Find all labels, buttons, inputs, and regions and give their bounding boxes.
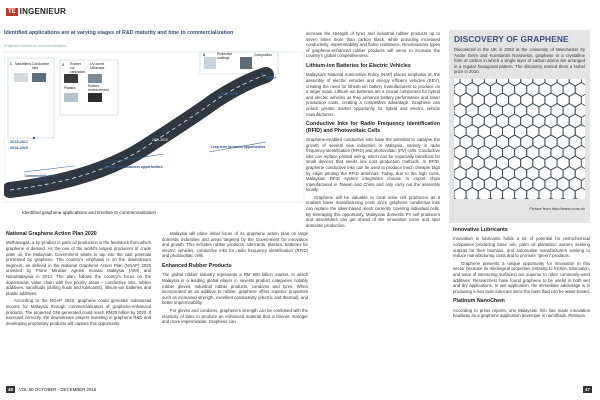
stage-number-1: 1 — [10, 62, 12, 66]
year-label-2015-2017: 2015-2017 — [10, 140, 29, 144]
paragraph: Methanegas, a by-product in palm oil production is the feedstock from which graphene is derived. As the one of the world's largest producers of crude palm oil, the Malaysian Government wants to tap into the vast potential presented by graphene. The country's emphasis is on the downstream segment, as defined in the National Graphene Action Plan (NGAP) 2020 unveiled by Prime Minister Agensi Inovasi Malaysia (AIM) and NanoMalaysia in 2014. The plan, follows the country's focus on the downstream value chain with five priority areas – conductive inks, rubber additives, nanofluids (drilling fluids and lubricants), lithium-ion batteries and plastic additives. — [6, 240, 151, 296]
year-label-2018-2020: 2018-2020 — [10, 146, 29, 150]
heading-platinum-nanochem: Platinum NanoChem — [453, 298, 505, 305]
paragraph: increase the strength of tyres and industrial rubber products up to seven times more than carbon black, while providing increased conductivity, impermeability and flame resistance. Revolutionary types of graphene-enhanced rubber products will serve to increase the country's global competitiveness. — [306, 31, 440, 59]
footer-left — [6, 385, 96, 394]
article-column-3 — [306, 31, 440, 230]
year-label-2030-plus: 2030+ — [266, 76, 277, 80]
year-label-2025-2030: 2025-2030 — [220, 92, 239, 96]
stage-label-plastics: Plastics — [64, 86, 76, 90]
phase-label-long-term: Long term business opportunities — [210, 145, 266, 149]
nanofillers-image — [14, 73, 28, 82]
picture-credit: Picture from http://www.ccaz.uk — [529, 205, 585, 211]
page-number-left: 48 — [8, 387, 13, 392]
rubber-image — [64, 74, 78, 83]
heading-lithium-ion-batteries: Lithium-ion Batteries for Electric Vehicles — [306, 62, 411, 69]
coatings-image — [204, 57, 216, 69]
figure-subtitle: Projected timeline to commercialization — [4, 44, 67, 48]
timeline-road-illustration — [4, 30, 311, 210]
timeline-figure — [4, 30, 311, 220]
article-column-1 — [6, 231, 151, 328]
figure-title: Identified applications are at varying stages of R&D maturity and time to commercialization — [4, 30, 234, 36]
paragraph: Innovation in lubricants holds a lot of potential for petrochemical companies producing base oils, palm oil plantation owners seeking outputs for their biomass, and automotive manufacturers seeking to reduce manufacturing costs and to promote "green" products. — [453, 236, 590, 259]
magazine-logo-badge: TE — [8, 8, 16, 15]
discovery-of-graphene-box — [449, 30, 590, 223]
stage-label-nanofillers: Nanofillers — [15, 62, 32, 66]
stage-label-rubber-vulcanization: Rubber vul-canization — [70, 62, 86, 74]
paragraph: According to the NGAP 2020, graphene could generate substantial income for Malaysia through commercialization of graphene-enhanced products. The projected GNI generated could reach RM20 billion by 2020. If executed correctly, the downstream players investing in graphene R&D and developing proprietary products will capture this opportunity. — [6, 298, 151, 326]
paragraph: Graphene-enabled conductive inks have the potential to catalyse the growth of several new industries in Malaysia, namely in radio frequency identification (RFID) and photovoltaic (PV) cells. Conductive inks can replace printed wiring, which can be especially beneficial for small devices that needs low cost production methods. In RFID, graphene conductive inks can be used to produce much cheaper tags by inkjet printing the RFID antennas. Today, due to the high costs, Malaysian RFID system integrators choose to import chips manufactured in Taiwan and China and only carry out the assembly locally. — [306, 136, 440, 193]
composites-image — [240, 57, 252, 69]
box-text: Discovered in the UK in 2003 at the University of Manchester by Andre Geim and Konstantin Novoselov, graphene is a crystalline form of carbon in which a single layer of carbon atoms are arranged in a regular hexagonal pattern. The discovery earned them a Nobel prize in 2010. — [454, 47, 585, 75]
paragraph: For gloves and condoms, graphene's strength can be combined with the elasticity of latex to produce an enhanced material that is thinner, stronger and more impermeable. Graphene can — [162, 307, 308, 325]
box-title: DISCOVERY OF GRAPHENE — [454, 34, 569, 44]
stage-1-box — [8, 58, 54, 138]
heading-conductive-inks: Conductive Inks for Radio Frequency Identification (RFID) and Photovoltaic Cells — [306, 121, 440, 134]
article-column-2 — [162, 231, 308, 327]
phase-label-commercial: Commercially viable projects — [24, 174, 58, 182]
paragraph: Graphene presents a unique opportunity for innovation in this sector because its tribological properties (relating to friction, lubrication, and wear of interacting surfaces) are superior to other commonly-used additives. Researchers have found graphene to be useful in both wet and dry applications. In wet application, the immediate advantage is in producing a less toxic lubricant since the base fluid can be water-based. — [453, 260, 590, 294]
stage-label-conductive-inks: Conductive inks — [32, 62, 49, 70]
stage-number-2: 2 — [62, 63, 64, 67]
issue-label: VOL 60 OCTOBER - DECEMBER 2016 — [18, 387, 97, 392]
plastics-image — [64, 93, 78, 102]
phase-label-medium-term: Medium term business opportunities — [103, 165, 163, 169]
conductive-inks-image — [32, 73, 46, 82]
paragraph: Graphene will be valuable to local solar cell producers as it enables lower manufacturing costs since graphene conductive inks can replace the silver-based mesh currently covering individual cells. By leveraging this opportunity, Malaysian domestic PV cell producers and assemblers can get ahead of the innovation curve and spur domestic production. — [306, 194, 440, 228]
figure-caption: Identified graphene applications and timeline to commercialization — [22, 210, 157, 215]
heading-national-graphene-action-plan: National Graphene Action Plan 2020 — [6, 231, 97, 237]
graphene-lattice-image — [454, 79, 585, 199]
year-label-2021-2025: 2021-2025 — [152, 138, 168, 142]
paragraph: Malaysia's National Automotive Policy (NAP) places emphasis on the assembly of electric vehicles and energy efficient vehicles (EEV), creating the need for lithium-ion battery manufacturers to produce on a larger scale. Lithium-ion batteries are a crucial component for hybrid and electric vehicles as they enhance battery performance and lower production costs, creating a competitive advantage. Graphene can unlock greater market opportunity for hybrid and electric vehicle manufacturers. — [306, 72, 440, 117]
stage-label-composites: Composites — [254, 53, 272, 57]
paragraph: The global rubber industry represents a RM 900 billion market, in which Malaysia is a leading global player in several product categories notably rubber gloves, industrial rubber products, condoms and tyres. When incorporated as an additive to rubber, graphene offers superior properties such as increased strength, excellent conductivity (electric and thermal), and better impermeability. — [162, 272, 308, 306]
paragraph: Malaysia will place initial focus of its graphene action plan on large domestic industries and areas targeted by the Government for innovation and growth. This includes rubber products, lubricants, plastics, batteries for electric vehicles, conductive inks for radio frequency identification (RFID) and photovoltaic cells. — [162, 231, 308, 259]
page-number-right: 47 — [585, 387, 590, 392]
article-column-4 — [453, 227, 590, 321]
stage-label-rubber-reinforcement: Rubber reinforcement — [88, 84, 109, 92]
stage-number-3: 3 — [203, 53, 205, 57]
rubber-reinforcement-image — [88, 93, 102, 102]
heading-innovative-lubricants: Innovative Lubricants — [453, 227, 508, 233]
magazine-name: INGENIEUR — [19, 7, 66, 16]
magazine-header — [6, 6, 66, 17]
stage-label-protective-coatings: Protective coatings — [217, 52, 233, 60]
ultracaps-image — [88, 74, 102, 83]
paragraph: According to press reports, one Malaysian firm has made innovation headway as a graphene application developer in nanofluids. Platinum — [453, 307, 590, 319]
footer-right — [583, 385, 592, 394]
heading-enhanced-rubber-products: Enhanced Rubber Products — [162, 262, 232, 269]
stage-label-ultracaps: UV-cured Ultracaps — [90, 62, 105, 70]
